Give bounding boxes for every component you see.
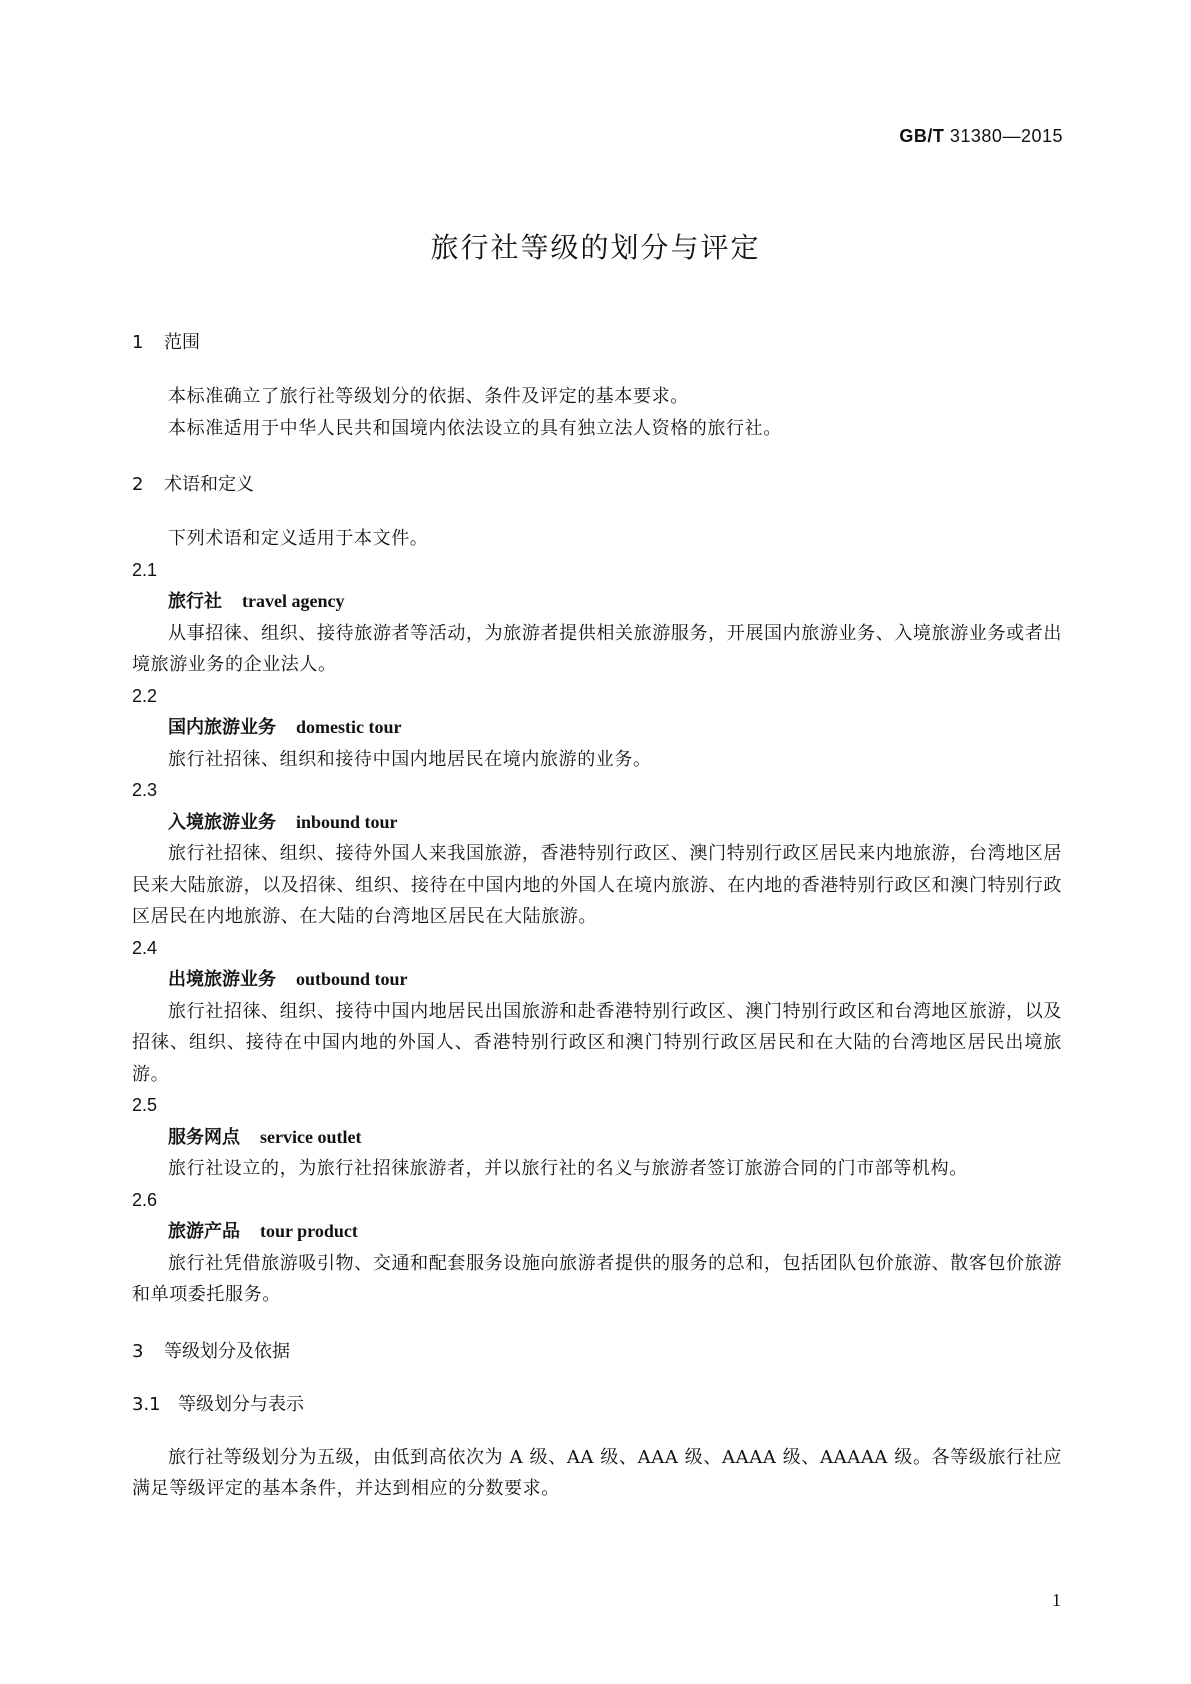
term-zh: 出境旅游业务 [168, 969, 276, 990]
section-heading-3 [132, 1337, 1062, 1367]
term-number: 2.3 [132, 780, 158, 800]
standard-code-number: 31380—2015 [949, 126, 1063, 146]
term-zh: 旅行社 [168, 591, 222, 612]
subsection-title: 等级划分与表示 [178, 1393, 304, 1415]
section-title: 范围 [164, 332, 200, 353]
term-en: outbound tour [296, 969, 408, 989]
subsection-heading-3-1 [132, 1390, 1062, 1420]
term-zh: 国内旅游业务 [168, 717, 276, 738]
section-number: 2 [132, 474, 144, 495]
section-number: 3 [132, 1340, 144, 1362]
section-heading-2 [132, 470, 1062, 500]
term-en: tour product [260, 1221, 358, 1241]
term-number: 2.1 [132, 559, 158, 580]
term-title [132, 807, 1062, 839]
term-definition: 从事招徕、组织、接待旅游者等活动，为旅游者提供相关旅游服务，开展国内旅游业务、入境旅游业务或者出境旅游业务的企业法人。 [132, 622, 1062, 675]
term-definition: 旅行社凭借旅游吸引物、交通和配套服务设施向旅游者提供的服务的总和，包括团队包价旅游、散客包价旅游和单项委托服务。 [132, 1252, 1062, 1305]
term-en: inbound tour [296, 811, 398, 832]
term-zh: 服务网点 [168, 1126, 240, 1148]
term-title [132, 1122, 1062, 1154]
document-body [132, 328, 1062, 1505]
section-title: 术语和定义 [164, 474, 254, 495]
paragraph: 本标准确立了旅行社等级划分的依据、条件及评定的基本要求。 [168, 386, 689, 407]
document-title: 旅行社等级的划分与评定 [430, 231, 761, 264]
paragraph: 下列术语和定义适用于本文件。 [168, 528, 429, 549]
paragraph: 旅行社等级划分为五级，由低到高依次为 A 级、AA 级、AAA 级、AAAA 级、AAAAA 级。各等级旅行社应满足等级评定的基本条件，并达到相应的分数要求。 [132, 1446, 1062, 1499]
term-definition: 旅行社招徕、组织、接待外国人来我国旅游，香港特别行政区、澳门特别行政区居民来内地旅游，台湾地区居民来大陆旅游，以及招徕、组织、接待在中国内地的外国人在境内旅游、在内地的香港特别行政区和澳门特别行政区居民在内地旅游、在大陆的台湾地区居民在大陆旅游。 [132, 843, 1062, 927]
section-number: 1 [132, 332, 144, 353]
term-title [132, 964, 1062, 996]
term-number: 2.6 [132, 1189, 158, 1210]
standard-code [899, 126, 1063, 147]
term-zh: 旅游产品 [168, 1221, 240, 1242]
term-en: service outlet [260, 1126, 362, 1147]
term-definition: 旅行社招徕、组织、接待中国内地居民出国旅游和赴香港特别行政区、澳门特别行政区和台湾地区旅游，以及招徕、组织、接待在中国内地的外国人、香港特别行政区和澳门特别行政区居民和在大陆的台湾地区居民出境旅游。 [132, 1000, 1062, 1085]
term-en: domestic tour [296, 717, 402, 737]
section-heading-1 [132, 328, 1062, 358]
term-en: travel agency [242, 591, 345, 611]
standard-code-prefix: GB/T [899, 126, 945, 146]
term-definition: 旅行社招徕、组织和接待中国内地居民在境内旅游的业务。 [168, 748, 652, 770]
term-definition: 旅行社设立的，为旅行社招徕旅游者，并以旅行社的名义与旅游者签订旅游合同的门市部等机构。 [168, 1158, 968, 1179]
term-number: 2.5 [132, 1095, 158, 1115]
term-number: 2.4 [132, 937, 158, 958]
subsection-number: 3.1 [132, 1393, 161, 1415]
paragraph: 本标准适用于中华人民共和国境内依法设立的具有独立法人资格的旅行社。 [168, 417, 782, 439]
section-title: 等级划分及依据 [164, 1340, 290, 1362]
page-number: 1 [1052, 1590, 1061, 1610]
term-zh: 入境旅游业务 [168, 811, 276, 833]
term-title [132, 586, 1062, 618]
term-title [132, 1216, 1062, 1248]
term-number: 2.2 [132, 685, 158, 706]
term-title [132, 712, 1062, 744]
